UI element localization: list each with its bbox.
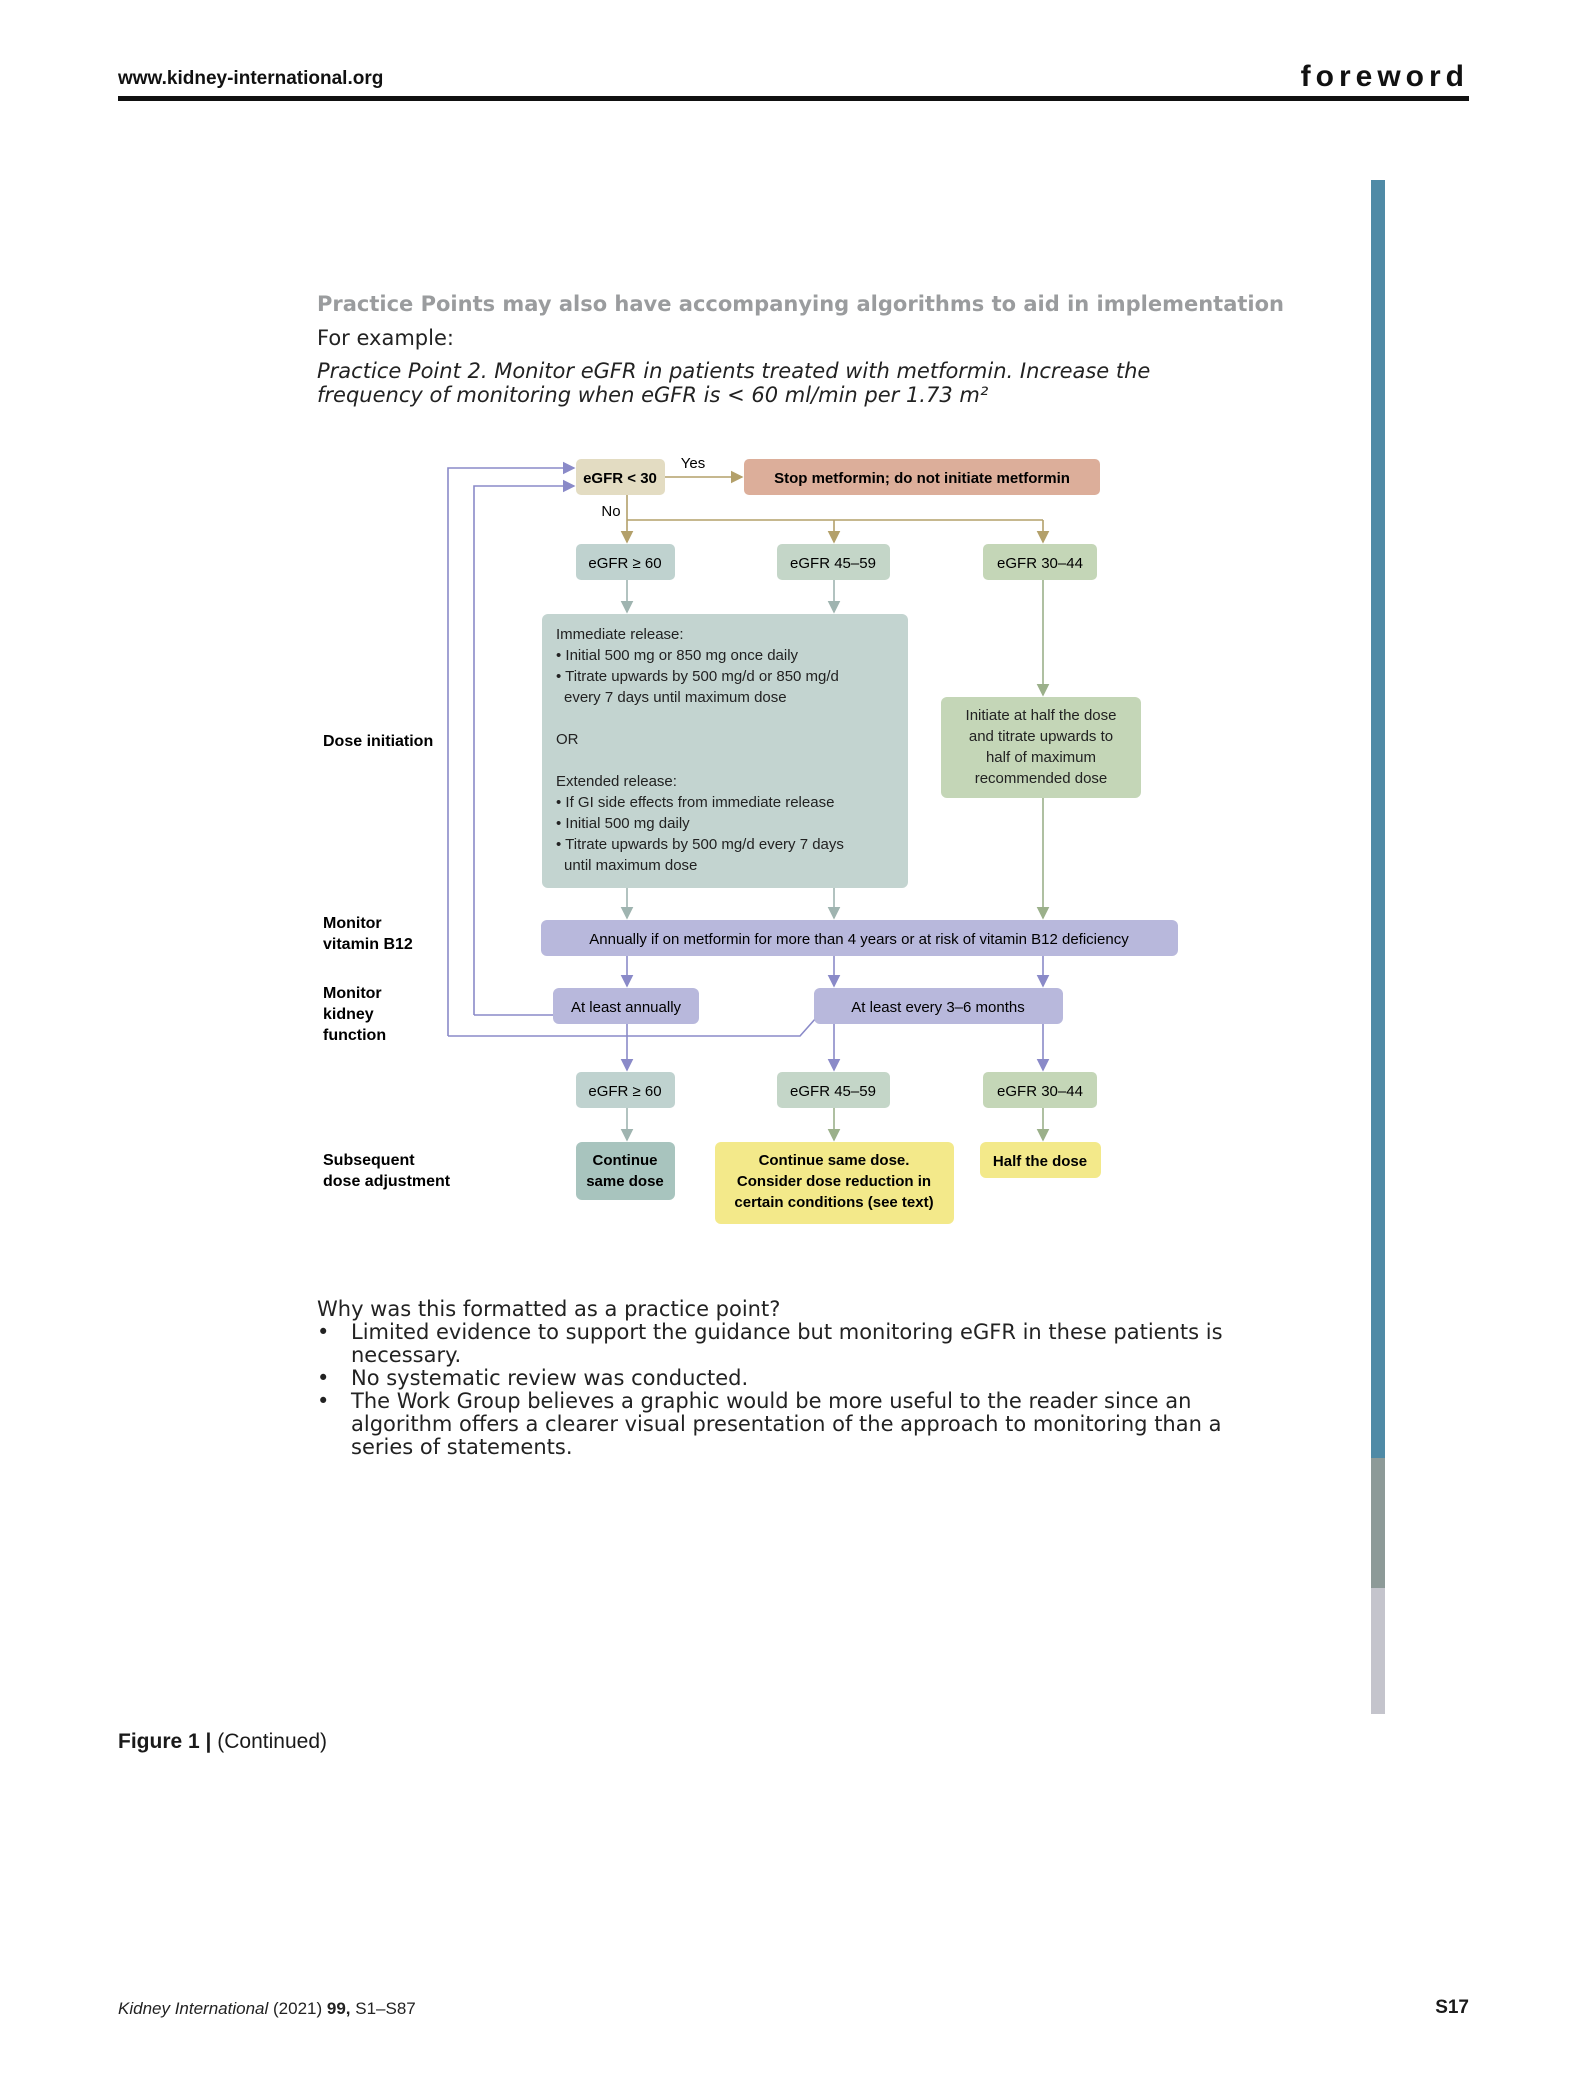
practice-points-heading: Practice Points may also have accompanying algorithms to aid in implementation [317,292,1284,316]
row-label-monitor-kidney-2: kidney [323,1006,374,1023]
row-label-monitor-b12-2: vitamin B12 [323,936,413,953]
figure-sep: | [205,1730,212,1753]
row-label-subsequent-1: Subsequent [323,1152,415,1169]
egfr-top-label: eGFR ≥ 60 [588,555,662,572]
why-bullet [317,1367,1277,1390]
yes-label: Yes [680,455,706,472]
why-bullet-list [317,1321,1277,1459]
why-practice-point [317,1298,1277,1459]
figure-caption [118,1730,327,1754]
box-stop-metformin-label: Stop metformin; do not initiate metformin [774,470,1070,487]
immediate-line: Extended release: [556,773,677,790]
metformin-flowchart [300,440,1200,1240]
header-rule [118,96,1469,101]
bullet-glyph: • [317,1366,330,1390]
why-bullet-text: No systematic review was conducted. [351,1366,749,1390]
page-number: S17 [1435,1997,1469,2018]
for-example-label: For example: [317,326,454,350]
half-dose-init-line: recommended dose [974,770,1108,787]
row-label-subsequent-2: dose adjustment [323,1173,451,1190]
footer-journal: Kidney International [118,1999,269,2018]
immediate-line: every 7 days until maximum dose [564,689,787,706]
egfr-top-label: eGFR 30–44 [997,555,1083,572]
sidebar-bar-blue [1371,180,1385,1458]
half-the-dose-label: Half the dose [992,1153,1088,1170]
section-title: foreword [1300,60,1469,93]
why-question: Why was this formatted as a practice point? [317,1297,781,1321]
why-bullet [317,1321,1277,1367]
continue-same-line: same dose [586,1173,664,1190]
egfr-bottom-label: eGFR 30–44 [997,1083,1083,1100]
box-at-least-annually-label: At least annually [570,999,682,1016]
immediate-line: • If GI side effects from immediate release [556,794,835,811]
egfr-bottom-label: eGFR ≥ 60 [588,1083,662,1100]
row-label-monitor-kidney-1: Monitor [323,985,382,1002]
footer-pages: S1–S87 [355,1999,416,2018]
continue-same-line: Continue [592,1152,658,1169]
sidebar-bar-light [1371,1588,1385,1714]
continue-reduce-line: Consider dose reduction in [736,1173,932,1190]
immediate-line: until maximum dose [564,857,698,874]
bullet-glyph: • [317,1389,330,1413]
practice-point-title: Practice Point 2. Monitor eGFR in patients treated with metformin. Increase the frequency of monitoring when eGFR is < 60 ml/min per 1.73 m² [317,359,1151,407]
immediate-line: Immediate release: [556,626,684,643]
egfr-bottom-label: eGFR 45–59 [790,1083,876,1100]
sidebar-bar-gray [1371,1458,1385,1588]
footer-volume: 99, [326,1999,351,2018]
journal-site-url: www.kidney-international.org [118,68,384,89]
figure-label: Figure 1 [118,1730,200,1753]
why-bullet-text: Limited evidence to support the guidance but monitoring eGFR in these patients is necessary. [351,1320,1223,1367]
box-monitor-b12-label: Annually if on metformin for more than 4 years or at risk of vitamin B12 deficiency [589,931,1129,948]
immediate-line: • Titrate upwards by 500 mg/d every 7 days [556,836,844,853]
box-egfr-lt-30-label: eGFR < 30 [583,470,657,487]
why-bullet-text: The Work Group believes a graphic would be more useful to the reader since an algorithm offers a clearer visual presentation of the approach to monitoring than a series of statements. [351,1389,1222,1459]
no-label: No [601,503,621,520]
row-label-dose-initiation: Dose initiation [323,733,434,750]
immediate-line: OR [556,731,579,748]
immediate-line: • Titrate upwards by 500 mg/d or 850 mg/d [556,668,839,685]
egfr-top-label: eGFR 45–59 [790,555,876,572]
row-label-monitor-b12-1: Monitor [323,915,382,932]
half-dose-init-line: and titrate upwards to [968,728,1114,745]
why-bullet [317,1390,1277,1459]
half-dose-init-line: half of maximum [985,749,1097,766]
immediate-line: • Initial 500 mg daily [556,815,690,832]
box-continue-same-dose [576,1142,675,1200]
bullet-glyph: • [317,1320,330,1344]
continue-reduce-line: certain conditions (see text) [734,1194,934,1211]
footer-year: (2021) [273,1999,323,2018]
immediate-line: • Initial 500 mg or 850 mg once daily [556,647,799,664]
row-label-monitor-kidney-3: function [323,1027,387,1044]
figure-caption-text: (Continued) [217,1730,327,1753]
footer-citation [118,1999,416,2019]
half-dose-init-line: Initiate at half the dose [965,707,1117,724]
continue-reduce-line: Continue same dose. [758,1152,910,1169]
box-every-3-6-months-label: At least every 3–6 months [851,999,1025,1016]
